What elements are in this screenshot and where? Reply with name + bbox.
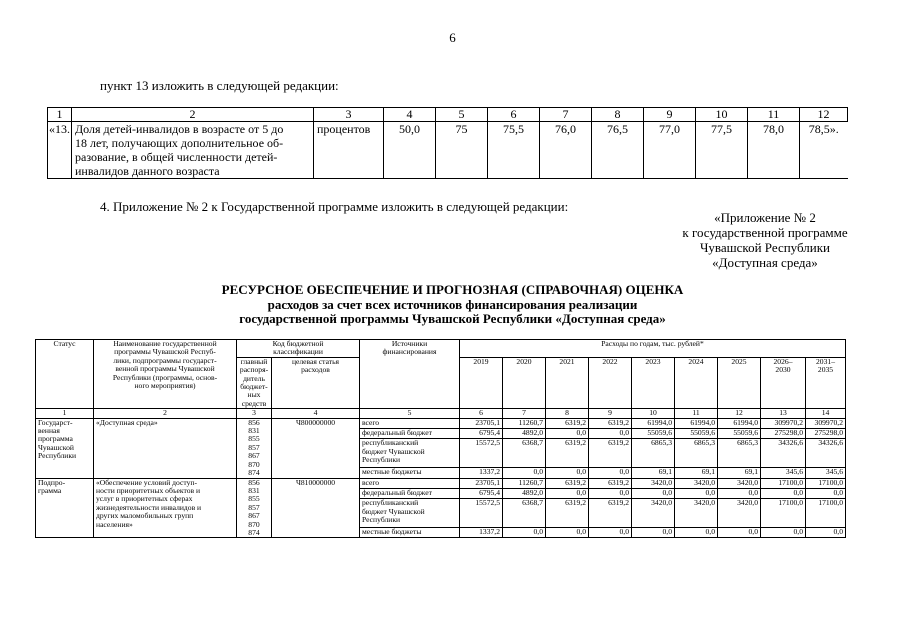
col-csr-header-line: расходов — [301, 365, 330, 375]
appendix-caption-line: Чувашской Республики — [699, 240, 831, 255]
column-number: 11 — [675, 409, 718, 418]
col-code-header — [237, 340, 360, 358]
indicator-description — [72, 122, 314, 179]
indicator-value: 75 — [436, 122, 488, 179]
block-name-line: других маломобильных групп — [96, 511, 194, 521]
col-name-header-line: Наименование государственной — [113, 339, 217, 348]
column-number: 9 — [589, 409, 632, 418]
indicator-header-cell: 10 — [696, 108, 748, 122]
block-status-line: Республики — [38, 451, 77, 461]
indicator-table — [47, 107, 848, 179]
expense-value: 11260,7 — [503, 478, 546, 488]
block-csr-code: Ч810000000 — [272, 478, 360, 538]
expense-value: 6319,2 — [589, 439, 632, 468]
funding-source-line: местные бюджеты — [362, 467, 422, 477]
block-name-line: «Обеспечение условий доступ- — [96, 477, 197, 487]
col-name-header-line: венной программы Чувашской — [115, 364, 215, 374]
paragraph-appendix-2: 4. Приложение № 2 к Государственной программе изложить в следующей редакции: — [100, 199, 569, 214]
expense-value: 6319,2 — [546, 418, 589, 428]
funding-source-line: местные бюджеты — [362, 526, 422, 536]
expense-value: 0,0 — [632, 527, 675, 537]
indicator-header-cell: 11 — [748, 108, 800, 122]
indicator-table-header — [48, 108, 848, 122]
funding-source-line: всего — [362, 417, 380, 427]
expense-value: 0,0 — [503, 527, 546, 537]
expense-value: 0,0 — [589, 428, 632, 438]
funding-source — [360, 499, 460, 528]
funding-source-line: бюджет Чувашской — [362, 446, 425, 456]
expense-value: 34326,6 — [806, 439, 846, 468]
block-grbs-codes — [237, 478, 272, 538]
column-number: 14 — [806, 409, 846, 418]
block-grbs-codes — [237, 418, 272, 478]
expense-value: 0,0 — [546, 527, 589, 537]
grbs-code: 856 — [248, 477, 260, 487]
expense-value: 6319,2 — [589, 418, 632, 428]
expense-value: 23705,1 — [460, 418, 503, 428]
col-grbs-header-line: ных — [247, 390, 261, 400]
page-number: 6 — [449, 30, 456, 45]
appendix-caption — [640, 210, 890, 270]
indicator-header-cell: 3 — [314, 108, 384, 122]
expense-value: 6865,3 — [675, 439, 718, 468]
indicator-unit: процентов — [314, 122, 384, 179]
funding-source-line: федеральный бюджет — [362, 487, 432, 497]
expense-value: 6795,4 — [460, 428, 503, 438]
grbs-code: 867 — [248, 511, 260, 521]
resource-data-row — [36, 478, 846, 488]
expense-value: 0,0 — [546, 428, 589, 438]
grbs-code: 855 — [248, 494, 260, 504]
expense-value: 15572,5 — [460, 439, 503, 468]
expense-value: 1337,2 — [460, 468, 503, 478]
expense-value: 6319,2 — [589, 478, 632, 488]
resource-table — [35, 339, 846, 538]
year-header: 2019 — [460, 357, 503, 408]
col-name-header — [94, 340, 237, 409]
funding-source — [360, 418, 460, 428]
expense-value: 55059,6 — [675, 428, 718, 438]
expense-value: 1337,2 — [460, 527, 503, 537]
indicator-header-cell: 8 — [592, 108, 644, 122]
column-number: 6 — [460, 409, 503, 418]
col-name-header-line: лики, подпрограммы государст- — [113, 355, 217, 365]
column-number-row — [36, 409, 846, 418]
expense-value: 15572,5 — [460, 499, 503, 528]
indicator-header-cell: 7 — [540, 108, 592, 122]
appendix-caption-line: «Доступная среда» — [712, 255, 818, 270]
expense-value: 17100,0 — [806, 499, 846, 528]
block-name-line: населения» — [96, 519, 133, 529]
expense-value: 309970,2 — [761, 418, 806, 428]
funding-source-line: Республики — [362, 514, 401, 524]
column-number: 4 — [272, 409, 360, 418]
col-grbs-header-line: распоря- — [239, 365, 269, 375]
funding-source-line: республиканский — [362, 438, 419, 448]
column-number: 3 — [237, 409, 272, 418]
col-code-header-line: классификации — [273, 347, 323, 357]
block-status-line: Чувашской — [38, 442, 74, 452]
column-number: 13 — [761, 409, 806, 418]
expense-value: 0,0 — [806, 488, 846, 498]
expense-value: 3420,0 — [718, 478, 761, 488]
expense-value: 3420,0 — [632, 478, 675, 488]
expense-value: 0,0 — [761, 488, 806, 498]
expense-value: 0,0 — [806, 527, 846, 537]
block-name-line: услуг в приоритетных сферах — [96, 494, 193, 504]
expense-value: 6368,7 — [503, 499, 546, 528]
year-header: 2031– 2035 — [806, 357, 846, 408]
expense-value: 55059,6 — [632, 428, 675, 438]
expense-value: 0,0 — [675, 488, 718, 498]
expense-value: 6795,4 — [460, 488, 503, 498]
expense-value: 345,6 — [806, 468, 846, 478]
col-grbs-header-line: средств — [241, 398, 267, 408]
indicator-value: 76,0 — [540, 122, 592, 179]
col-code-header-line: Код бюджетной — [272, 339, 324, 348]
funding-source — [360, 478, 460, 488]
expense-value: 0,0 — [718, 527, 761, 537]
funding-source-line: всего — [362, 477, 380, 487]
column-number: 7 — [503, 409, 546, 418]
expense-value: 4892,0 — [503, 428, 546, 438]
column-number: 5 — [360, 409, 460, 418]
expense-value: 0,0 — [589, 527, 632, 537]
indicator-header-cell: 5 — [436, 108, 488, 122]
grbs-code: 870 — [248, 519, 260, 529]
indicator-value: 50,0 — [384, 122, 436, 179]
indicator-value: 77,0 — [644, 122, 696, 179]
expense-value: 0,0 — [589, 488, 632, 498]
funding-source — [360, 488, 460, 498]
funding-source-line: республиканский — [362, 498, 419, 508]
indicator-value: 78,0 — [748, 122, 800, 179]
heading-subtitle-2: государственной программы Чувашской Республики «Доступная среда» — [239, 311, 666, 326]
block-status-line: Государст- — [38, 417, 73, 427]
grbs-code: 856 — [248, 417, 260, 427]
expense-value: 61994,0 — [632, 418, 675, 428]
col-grbs-header-line: дитель — [243, 373, 265, 383]
expense-value: 275298,0 — [806, 428, 846, 438]
col-grbs-header — [237, 357, 272, 408]
block-name — [94, 478, 237, 538]
column-number: 8 — [546, 409, 589, 418]
col-years-header: Расходы по годам, тыс. рублей* — [460, 340, 846, 358]
block-status — [36, 478, 94, 538]
resource-header-row — [36, 340, 846, 358]
expense-value: 6368,7 — [503, 439, 546, 468]
expense-value: 3420,0 — [632, 499, 675, 528]
expense-value: 0,0 — [761, 527, 806, 537]
col-name-header-line: Республики (программы, основ- — [112, 372, 218, 382]
block-name-line: жизнедеятельности инвалидов и — [96, 502, 202, 512]
indicator-table-row — [48, 122, 848, 179]
indicator-header-cell: 4 — [384, 108, 436, 122]
heading-subtitle-1: расходов за счет всех источников финансирования реализации — [267, 297, 638, 312]
indicator-value: 77,5 — [696, 122, 748, 179]
funding-source — [360, 428, 460, 438]
funding-source-line: Республики — [362, 455, 401, 465]
expense-value: 17100,0 — [761, 499, 806, 528]
expense-value: 3420,0 — [718, 499, 761, 528]
funding-source — [360, 439, 460, 468]
grbs-code: 855 — [248, 434, 260, 444]
expense-value: 0,0 — [503, 468, 546, 478]
block-status-line: Подпро- — [38, 477, 66, 487]
col-grbs-header-line: бюджет- — [240, 382, 268, 392]
block-status-line: грамма — [38, 485, 62, 495]
col-csr-header — [272, 357, 360, 408]
column-number: 10 — [632, 409, 675, 418]
expense-value: 69,1 — [632, 468, 675, 478]
expense-value: 61994,0 — [675, 418, 718, 428]
expense-value: 61994,0 — [718, 418, 761, 428]
grbs-code: 870 — [248, 459, 260, 469]
col-source-header — [360, 340, 460, 409]
year-header: 2025 — [718, 357, 761, 408]
expense-value: 0,0 — [632, 488, 675, 498]
expense-value: 11260,7 — [503, 418, 546, 428]
expense-value: 345,6 — [761, 468, 806, 478]
funding-source — [360, 527, 460, 537]
column-number: 1 — [36, 409, 94, 418]
expense-value: 6319,2 — [589, 499, 632, 528]
indicator-header-cell: 12 — [800, 108, 848, 122]
indicator-header-cell: 9 — [644, 108, 696, 122]
block-status-line: венная — [38, 426, 60, 436]
expense-value: 0,0 — [546, 468, 589, 478]
col-csr-header-line: целевая статья — [291, 356, 340, 366]
col-source-header-line: Источники — [391, 339, 428, 348]
year-header: 2022 — [589, 357, 632, 408]
year-header: 2024 — [675, 357, 718, 408]
expense-value: 34326,6 — [761, 439, 806, 468]
appendix-caption-line: «Приложение № 2 — [714, 210, 816, 225]
expense-value: 0,0 — [546, 488, 589, 498]
indicator-header-cell: 6 — [488, 108, 540, 122]
block-status — [36, 418, 94, 478]
block-name-line: «Доступная среда» — [96, 417, 158, 427]
expense-value: 309970,2 — [806, 418, 846, 428]
grbs-code: 857 — [248, 442, 260, 452]
col-name-header-line: программы Чувашской Респуб- — [114, 347, 216, 357]
expense-value: 3420,0 — [675, 499, 718, 528]
indicator-value: 75,5 — [488, 122, 540, 179]
expense-value: 6319,2 — [546, 499, 589, 528]
expense-value: 23705,1 — [460, 478, 503, 488]
indicator-header-cell: 1 — [48, 108, 72, 122]
expense-value: 4892,0 — [503, 488, 546, 498]
expense-value: 17100,0 — [806, 478, 846, 488]
funding-source-line: бюджет Чувашской — [362, 506, 425, 516]
grbs-code: 831 — [248, 426, 260, 436]
col-name-header-line: ного мероприятия) — [134, 381, 196, 391]
expense-value: 69,1 — [675, 468, 718, 478]
expense-value: 6865,3 — [718, 439, 761, 468]
col-source-header-line: финансирования — [382, 347, 437, 357]
grbs-code: 874 — [248, 468, 260, 478]
grbs-code: 867 — [248, 451, 260, 461]
indicator-description-line: инвалидов данного возраста — [75, 164, 220, 178]
expense-value: 55059,6 — [718, 428, 761, 438]
year-header: 2021 — [546, 357, 589, 408]
block-name-line: ности приоритетных объектов и — [96, 485, 201, 495]
indicator-description-line: Доля детей-инвалидов в возрасте от 5 до — [75, 122, 284, 136]
indicator-description-line: 18 лет, получающих дополнительное об- — [75, 136, 284, 150]
funding-source — [360, 468, 460, 478]
block-name — [94, 418, 237, 478]
expense-value: 275298,0 — [761, 428, 806, 438]
grbs-code: 857 — [248, 502, 260, 512]
col-grbs-header-line: главный — [240, 356, 268, 366]
expense-value: 69,1 — [718, 468, 761, 478]
expense-value: 0,0 — [718, 488, 761, 498]
expense-value: 6319,2 — [546, 439, 589, 468]
resource-data-row — [36, 418, 846, 428]
col-status-header: Статус — [36, 340, 94, 409]
heading-title: РЕСУРСНОЕ ОБЕСПЕЧЕНИЕ И ПРОГНОЗНАЯ (СПРАВОЧНАЯ) ОЦЕНКА — [221, 282, 684, 297]
grbs-code: 831 — [248, 485, 260, 495]
indicator-header-cell: 2 — [72, 108, 314, 122]
paragraph-amendment-13: пункт 13 изложить в следующей редакции: — [100, 78, 339, 93]
expense-value: 0,0 — [589, 468, 632, 478]
column-number: 12 — [718, 409, 761, 418]
indicator-value: 78,5». — [800, 122, 848, 179]
column-number: 2 — [94, 409, 237, 418]
year-header: 2026– 2030 — [761, 357, 806, 408]
expense-value: 17100,0 — [761, 478, 806, 488]
funding-source-line: федеральный бюджет — [362, 427, 432, 437]
expense-value: 0,0 — [675, 527, 718, 537]
indicator-number: «13. — [48, 122, 72, 179]
expense-value: 6865,3 — [632, 439, 675, 468]
indicator-value: 76,5 — [592, 122, 644, 179]
year-header: 2023 — [632, 357, 675, 408]
block-csr-code: Ч800000000 — [272, 418, 360, 478]
appendix-caption-line: к государственной программе — [682, 225, 848, 240]
expense-value: 3420,0 — [675, 478, 718, 488]
indicator-description-line: разование, в общей численности детей- — [75, 150, 278, 164]
grbs-code: 874 — [248, 527, 260, 537]
expense-value: 6319,2 — [546, 478, 589, 488]
year-header: 2020 — [503, 357, 546, 408]
block-status-line: программа — [38, 434, 73, 444]
